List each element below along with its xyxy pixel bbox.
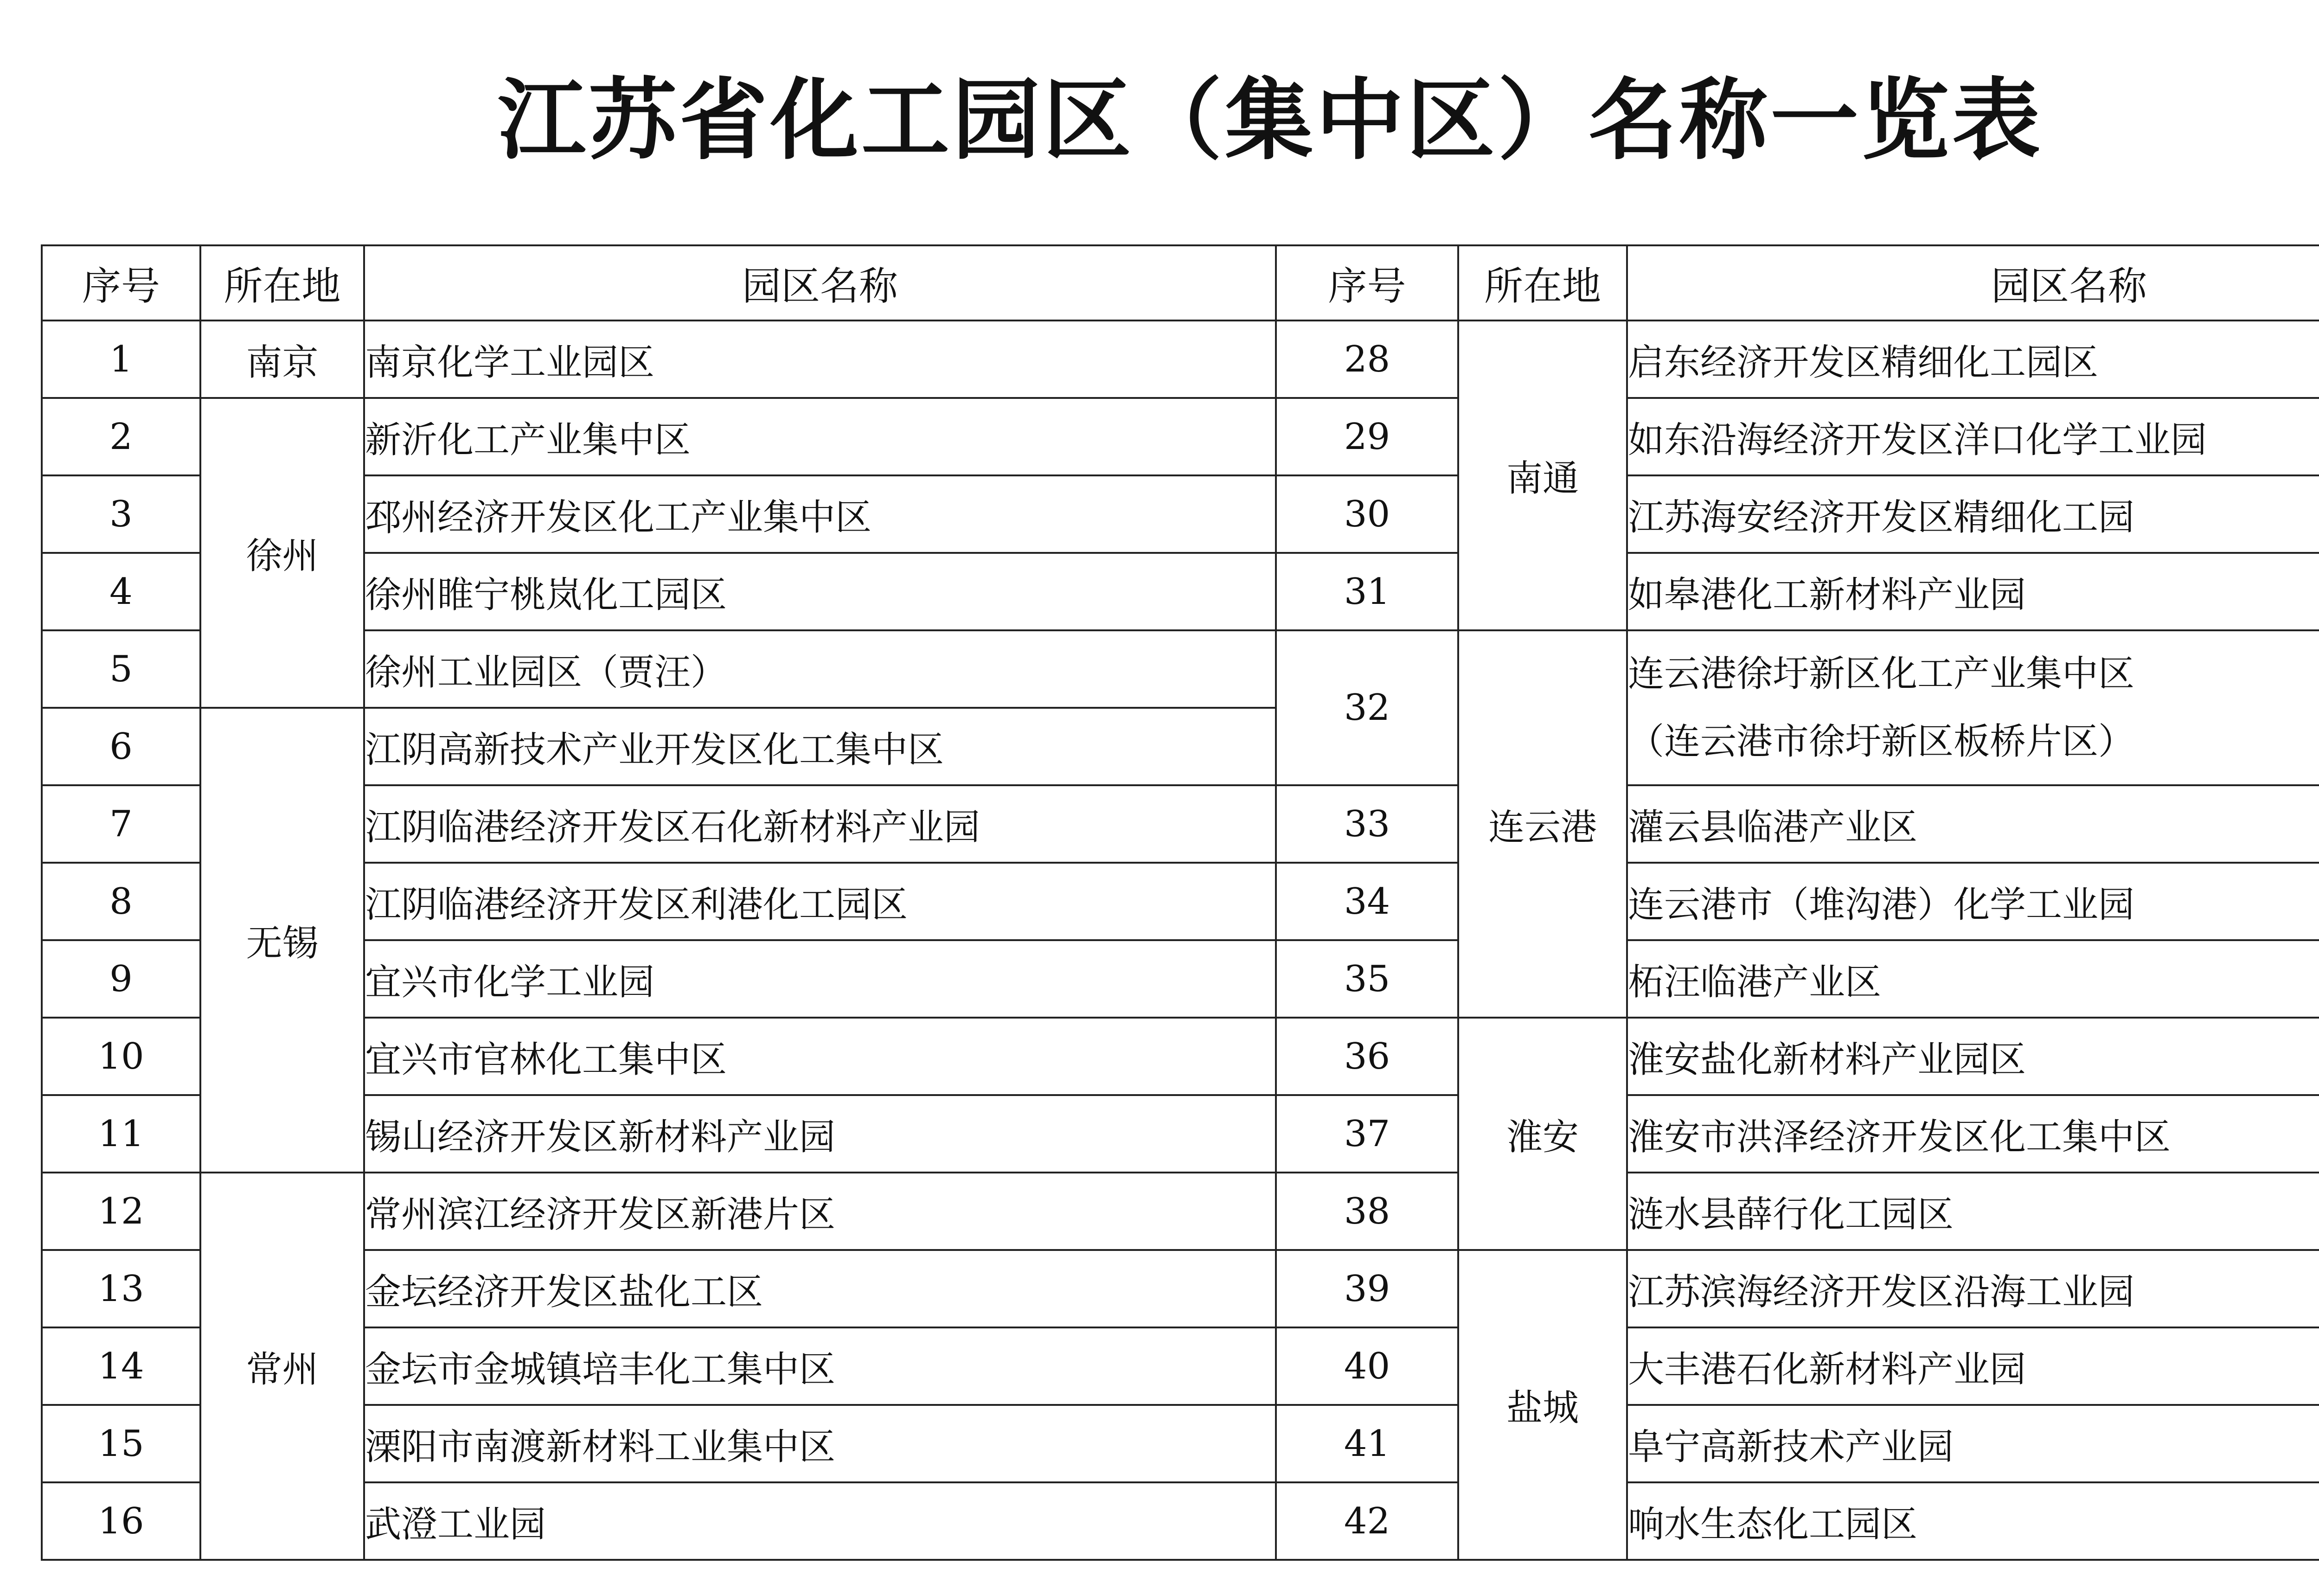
row-number: 35 <box>1276 940 1458 1018</box>
park-name: 新沂化工产业集中区 <box>364 398 1276 475</box>
park-name: 武澄工业园 <box>364 1482 1276 1560</box>
park-name: 如东沿海经济开发区洋口化学工业园 <box>1627 398 2319 475</box>
row-number: 3 <box>42 475 200 553</box>
row-number: 33 <box>1276 785 1458 863</box>
park-name: 江苏滨海经济开发区沿海工业园 <box>1627 1250 2319 1327</box>
row-number: 36 <box>1276 1018 1458 1095</box>
table-row <box>42 398 2319 475</box>
row-number: 30 <box>1276 475 1458 553</box>
table-row <box>42 785 2319 863</box>
park-name <box>1627 630 2319 785</box>
park-name: 宜兴市官林化工集中区 <box>364 1018 1276 1095</box>
table-row <box>42 863 2319 940</box>
city-cell: 徐州 <box>200 398 364 708</box>
table-row <box>42 1173 2319 1250</box>
park-name: 淮安盐化新材料产业园区 <box>1627 1018 2319 1095</box>
city-cell: 盐城 <box>1458 1250 1627 1560</box>
park-name-line-2: （连云港市徐圩新区板桥片区） <box>1628 721 2135 763</box>
row-number: 13 <box>42 1250 200 1327</box>
city-cell: 连云港 <box>1458 630 1627 1018</box>
table-row <box>42 1095 2319 1173</box>
park-name: 如皋港化工新材料产业园 <box>1627 553 2319 630</box>
header-index-right: 序号 <box>1276 245 1458 320</box>
park-name: 溧阳市南渡新材料工业集中区 <box>364 1405 1276 1482</box>
city-cell: 南京 <box>200 320 364 398</box>
city-cell: 南通 <box>1458 320 1627 630</box>
park-name: 南京化学工业园区 <box>364 320 1276 398</box>
row-number: 2 <box>42 398 200 475</box>
row-number: 5 <box>42 630 200 708</box>
page-title: 江苏省化工园区（集中区）名称一览表 <box>497 69 2043 172</box>
row-number: 12 <box>42 1173 200 1250</box>
row-number: 42 <box>1276 1482 1458 1560</box>
row-number: 37 <box>1276 1095 1458 1173</box>
row-number: 7 <box>42 785 200 863</box>
row-number: 31 <box>1276 553 1458 630</box>
table-row <box>42 630 2319 708</box>
park-name: 江阴临港经济开发区石化新材料产业园 <box>364 785 1276 863</box>
park-name: 金坛经济开发区盐化工区 <box>364 1250 1276 1327</box>
park-name: 江阴高新技术产业开发区化工集中区 <box>364 708 1276 785</box>
row-number: 29 <box>1276 398 1458 475</box>
park-name: 徐州睢宁桃岚化工园区 <box>364 553 1276 630</box>
row-number: 9 <box>42 940 200 1018</box>
row-number: 40 <box>1276 1327 1458 1405</box>
row-number: 15 <box>42 1405 200 1482</box>
table-row <box>42 1018 2319 1095</box>
park-name: 大丰港石化新材料产业园 <box>1627 1327 2319 1405</box>
row-number: 41 <box>1276 1405 1458 1482</box>
park-name: 金坛市金城镇培丰化工集中区 <box>364 1327 1276 1405</box>
park-name: 柘汪临港产业区 <box>1627 940 2319 1018</box>
row-number: 1 <box>42 320 200 398</box>
header-index-left: 序号 <box>42 245 200 320</box>
city-cell: 淮安 <box>1458 1018 1627 1250</box>
chemical-parks-table <box>41 244 2319 1561</box>
row-number: 16 <box>42 1482 200 1560</box>
table-row <box>42 475 2319 553</box>
header-location-left: 所在地 <box>200 245 364 320</box>
park-name: 宜兴市化学工业园 <box>364 940 1276 1018</box>
row-number: 32 <box>1276 630 1458 785</box>
row-number: 14 <box>42 1327 200 1405</box>
header-location-right: 所在地 <box>1458 245 1627 320</box>
table-row <box>42 553 2319 630</box>
park-name-line: 连云港徐圩新区化工产业集中区 <box>1628 653 2135 695</box>
park-name: 锡山经济开发区新材料产业园 <box>364 1095 1276 1173</box>
row-number: 28 <box>1276 320 1458 398</box>
table-row <box>42 1482 2319 1560</box>
table-row <box>42 320 2319 398</box>
table-row <box>42 1250 2319 1327</box>
header-park-name-left: 园区名称 <box>364 245 1276 320</box>
park-name: 常州滨江经济开发区新港片区 <box>364 1173 1276 1250</box>
park-name: 江苏海安经济开发区精细化工园 <box>1627 475 2319 553</box>
table-row <box>42 1327 2319 1405</box>
city-cell: 无锡 <box>200 708 364 1173</box>
park-name: 阜宁高新技术产业园 <box>1627 1405 2319 1482</box>
park-name: 徐州工业园区（贾汪） <box>364 630 1276 708</box>
row-number: 6 <box>42 708 200 785</box>
park-name: 涟水县薛行化工园区 <box>1627 1173 2319 1250</box>
park-name: 启东经济开发区精细化工园区 <box>1627 320 2319 398</box>
park-name: 连云港市（堆沟港）化学工业园 <box>1627 863 2319 940</box>
row-number: 34 <box>1276 863 1458 940</box>
row-number: 11 <box>42 1095 200 1173</box>
table-row <box>42 940 2319 1018</box>
park-name: 灌云县临港产业区 <box>1627 785 2319 863</box>
row-number: 8 <box>42 863 200 940</box>
park-name: 邳州经济开发区化工产业集中区 <box>364 475 1276 553</box>
row-number: 38 <box>1276 1173 1458 1250</box>
row-number: 39 <box>1276 1250 1458 1327</box>
row-number: 10 <box>42 1018 200 1095</box>
table-row <box>42 1405 2319 1482</box>
city-cell: 常州 <box>200 1173 364 1560</box>
park-name: 江阴临港经济开发区利港化工园区 <box>364 863 1276 940</box>
row-number: 4 <box>42 553 200 630</box>
header-park-name-right: 园区名称 <box>1627 245 2319 320</box>
park-name: 响水生态化工园区 <box>1627 1482 2319 1560</box>
table-header-row <box>42 245 2319 320</box>
park-name: 淮安市洪泽经济开发区化工集中区 <box>1627 1095 2319 1173</box>
